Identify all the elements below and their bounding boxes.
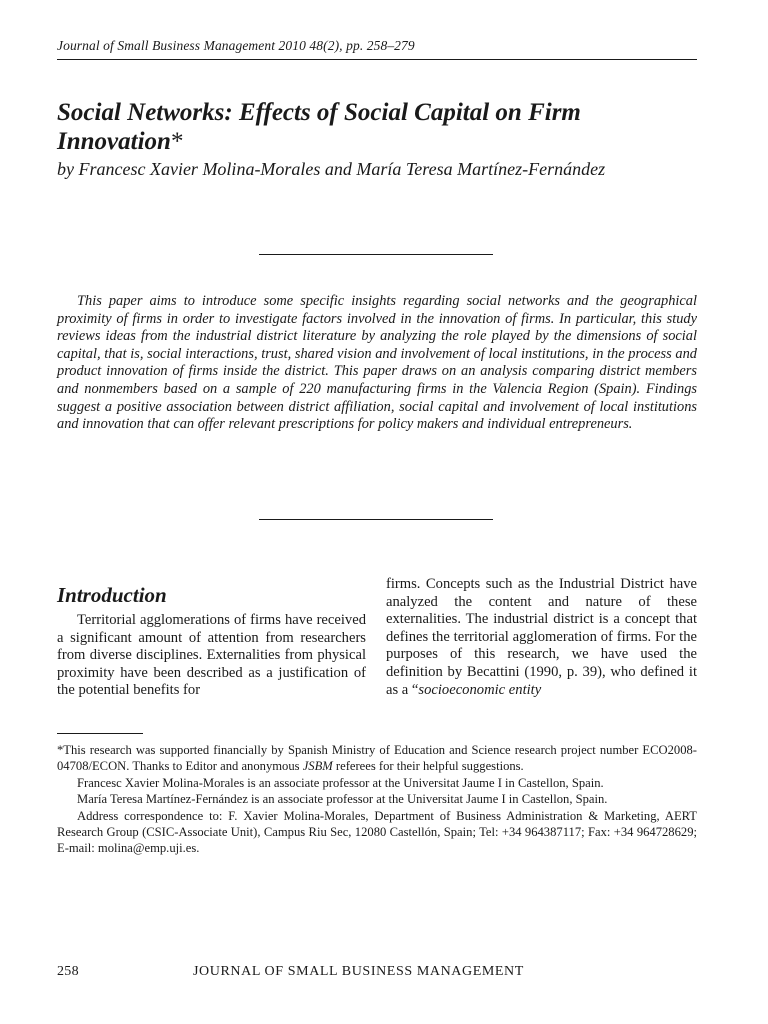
intro-paragraph-right [386,576,697,699]
footnote-author-1: Francesc Xavier Molina-Morales is an associate professor at the Universitat Jaume I in Castellon, Spain. [77,775,604,790]
body-column-left [57,578,366,700]
article-title [57,98,697,156]
footnotes [57,742,697,857]
abstract: This paper aims to introduce some specific insights regarding social networks and the geographical proximity of firms in order to investigate factors involved in the innovation of firms. In particular, this study reviews ideas from the industrial district literature by analyzing the role played by the dimensions of social capital, that is, social interactions, trust, shared vision and involvement of local institutions, in the process and product innovation of firms inside the district. This paper draws on an analysis comparing district members and nonmembers based on a sample of 220 manufacturing firms in the Valencia Region (Spain). Findings suggest a positive association between district affiliation, social capital and involvement of local institutions and innovation that can offer relevant prescriptions for policy makers and individual entrepreneurs. [57,293,697,433]
footnote-author-2: María Teresa Martínez-Fernández is an associate professor at the Universitat Jaume I in Castellon, Spain. [77,792,608,807]
page-number: 258 [57,964,79,979]
footnote-address: Address correspondence to: F. Xavier Molina-Morales, Department of Business Administration & Marketing, AERT Research Group (CSIC-Associate Unit), Campus Riu Sec, 12080 Castellón, Spain; Tel: +34 964387117; Fax: +34 964728629; E-mail: molina@emp.uji.es. [57,808,697,856]
section-heading-introduction: Introduction [57,583,167,607]
footnote-funding-jsbm: JSBM [302,759,333,774]
body-column-right [386,576,697,699]
header-rule [57,59,697,60]
article-title-text: Social Networks: Effects of Social Capital on Firm Innovation [57,99,581,155]
footnote-funding [57,742,697,775]
footer-journal-name: JOURNAL OF SMALL BUSINESS MANAGEMENT [193,964,524,979]
intro-paragraph-left: Territorial agglomerations of firms have received a significant amount of attention from researchers from diverse disciplines. Externalities from physical proximity have been described as a justification of the potential benefits for [57,612,366,699]
abstract-bottom-rule [259,519,493,520]
abstract-top-rule [259,254,493,255]
title-footnote-mark: * [170,128,184,155]
running-head: Journal of Small Business Management 2010 48(2), pp. 258–279 [57,38,415,53]
footnote-funding-text-a: *This research was supported financially by Spanish Ministry of Education and Science research project number ECO2008-04708/ECON. Thanks to Editor and anonymous [57,743,697,774]
footnote-rule [57,733,143,734]
footnote-funding-text-b: referees for their helpful suggestions. [332,759,524,774]
author-byline: by Francesc Xavier Molina-Morales and María Teresa Martínez-Fernández [57,159,606,179]
intro-paragraph-right-text: firms. Concepts such as the Industrial District have analyzed the content and nature of these externalities. The industrial district is a concept that defines the territorial agglomeration of firms. For the purposes of this research, we have used the definition by Becattini (1990, p. 39), who defined it as a “ [386,576,697,698]
intro-paragraph-right-italic: socioeconomic entity [418,681,542,698]
